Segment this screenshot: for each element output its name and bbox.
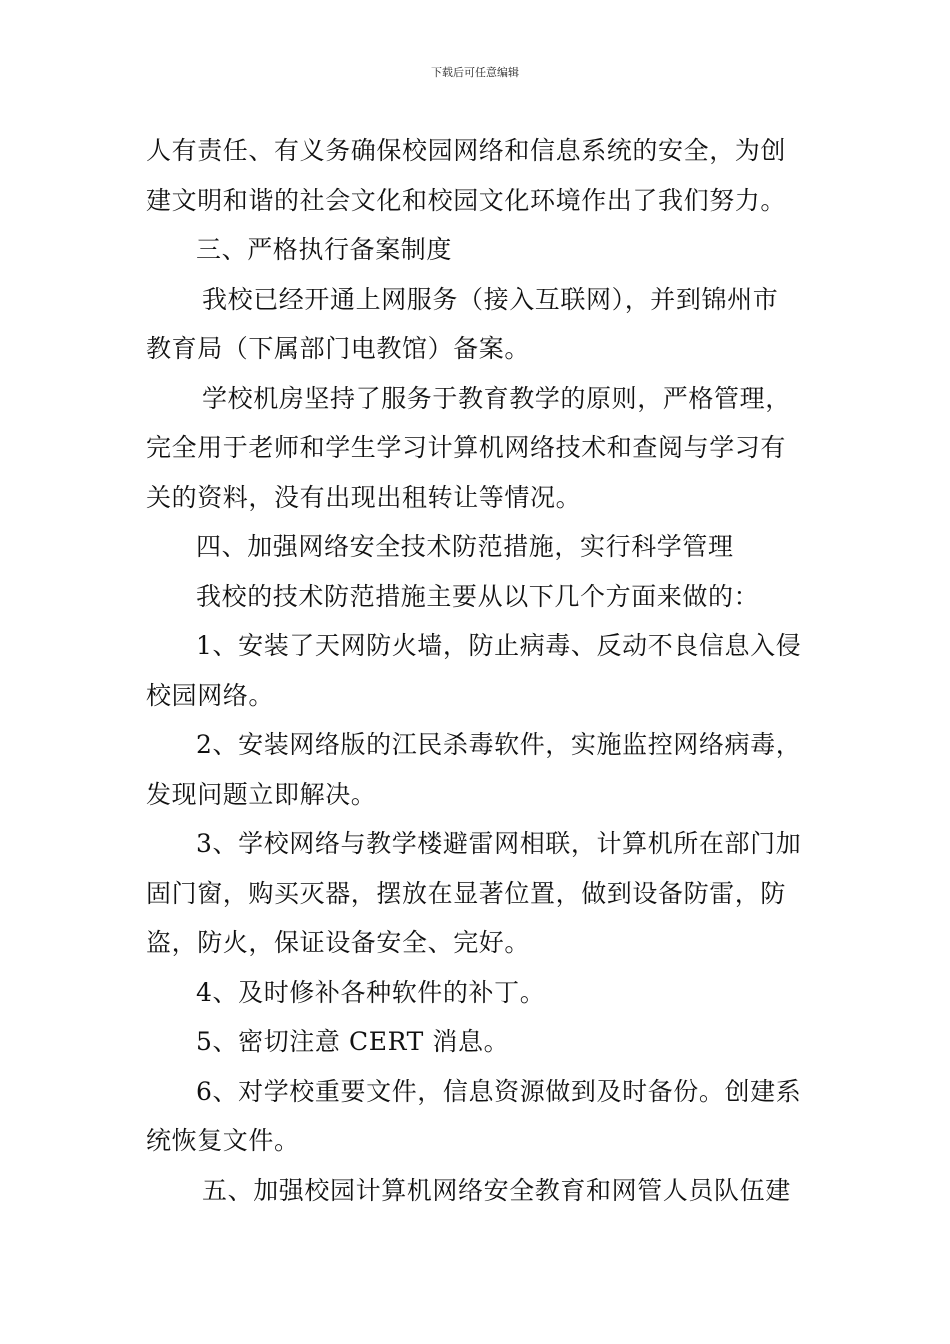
text-line: 盗，防火，保证设备安全、完好。	[146, 928, 531, 957]
text-line: 人有责任、有义务确保校园网络和信息系统的安全，为创	[146, 136, 787, 165]
text-line: 教育局（下属部门电教馆）备案。	[146, 334, 531, 363]
list-item: 3、学校网络与教学楼避雷网相联，计算机所在部门加	[196, 829, 802, 858]
list-item: 4、及时修补各种软件的补丁。	[196, 977, 546, 1007]
text-line: 建文明和谐的社会文化和校园文化环境作出了我们努力。	[146, 185, 787, 215]
list-item: 2、安装网络版的江民杀毒软件，实施监控网络病毒，	[196, 730, 802, 759]
text-line: 学校机房坚持了服务于教育教学的原则，严格管理，	[202, 383, 791, 413]
list-item: 5、密切注意 CERT 消息。	[196, 1027, 510, 1056]
text-line: 完全用于老师和学生学习计算机网络技术和查阅与学习有	[146, 433, 787, 462]
page-header: 下载后可任意编辑	[431, 66, 519, 79]
text-line: 关的资料，没有出现出租转让等情况。	[146, 482, 582, 512]
section-heading: 五、加强校园计算机网络安全教育和网管人员队伍建	[202, 1175, 791, 1205]
list-item: 6、对学校重要文件，信息资源做到及时备份。创建系	[196, 1076, 802, 1106]
section-heading: 四、加强网络安全技术防范措施，实行科学管理	[196, 532, 734, 561]
text-line: 统恢复文件。	[146, 1126, 300, 1155]
text-line: 我校已经开通上网服务（接入互联网），并到锦州市	[202, 284, 779, 314]
section-heading: 三、严格执行备案制度	[196, 235, 453, 264]
text-line: 固门窗，购买灭器，摆放在显著位置，做到设备防雷，防	[146, 878, 787, 908]
document-body	[146, 126, 808, 1215]
text-line: 我校的技术防范措施主要从以下几个方面来做的：	[196, 581, 760, 611]
list-item: 1、安装了天网防火墙，防止病毒、反动不良信息入侵	[196, 631, 802, 660]
text-line: 发现问题立即解决。	[146, 779, 377, 809]
text-line: 校园网络。	[146, 680, 275, 710]
